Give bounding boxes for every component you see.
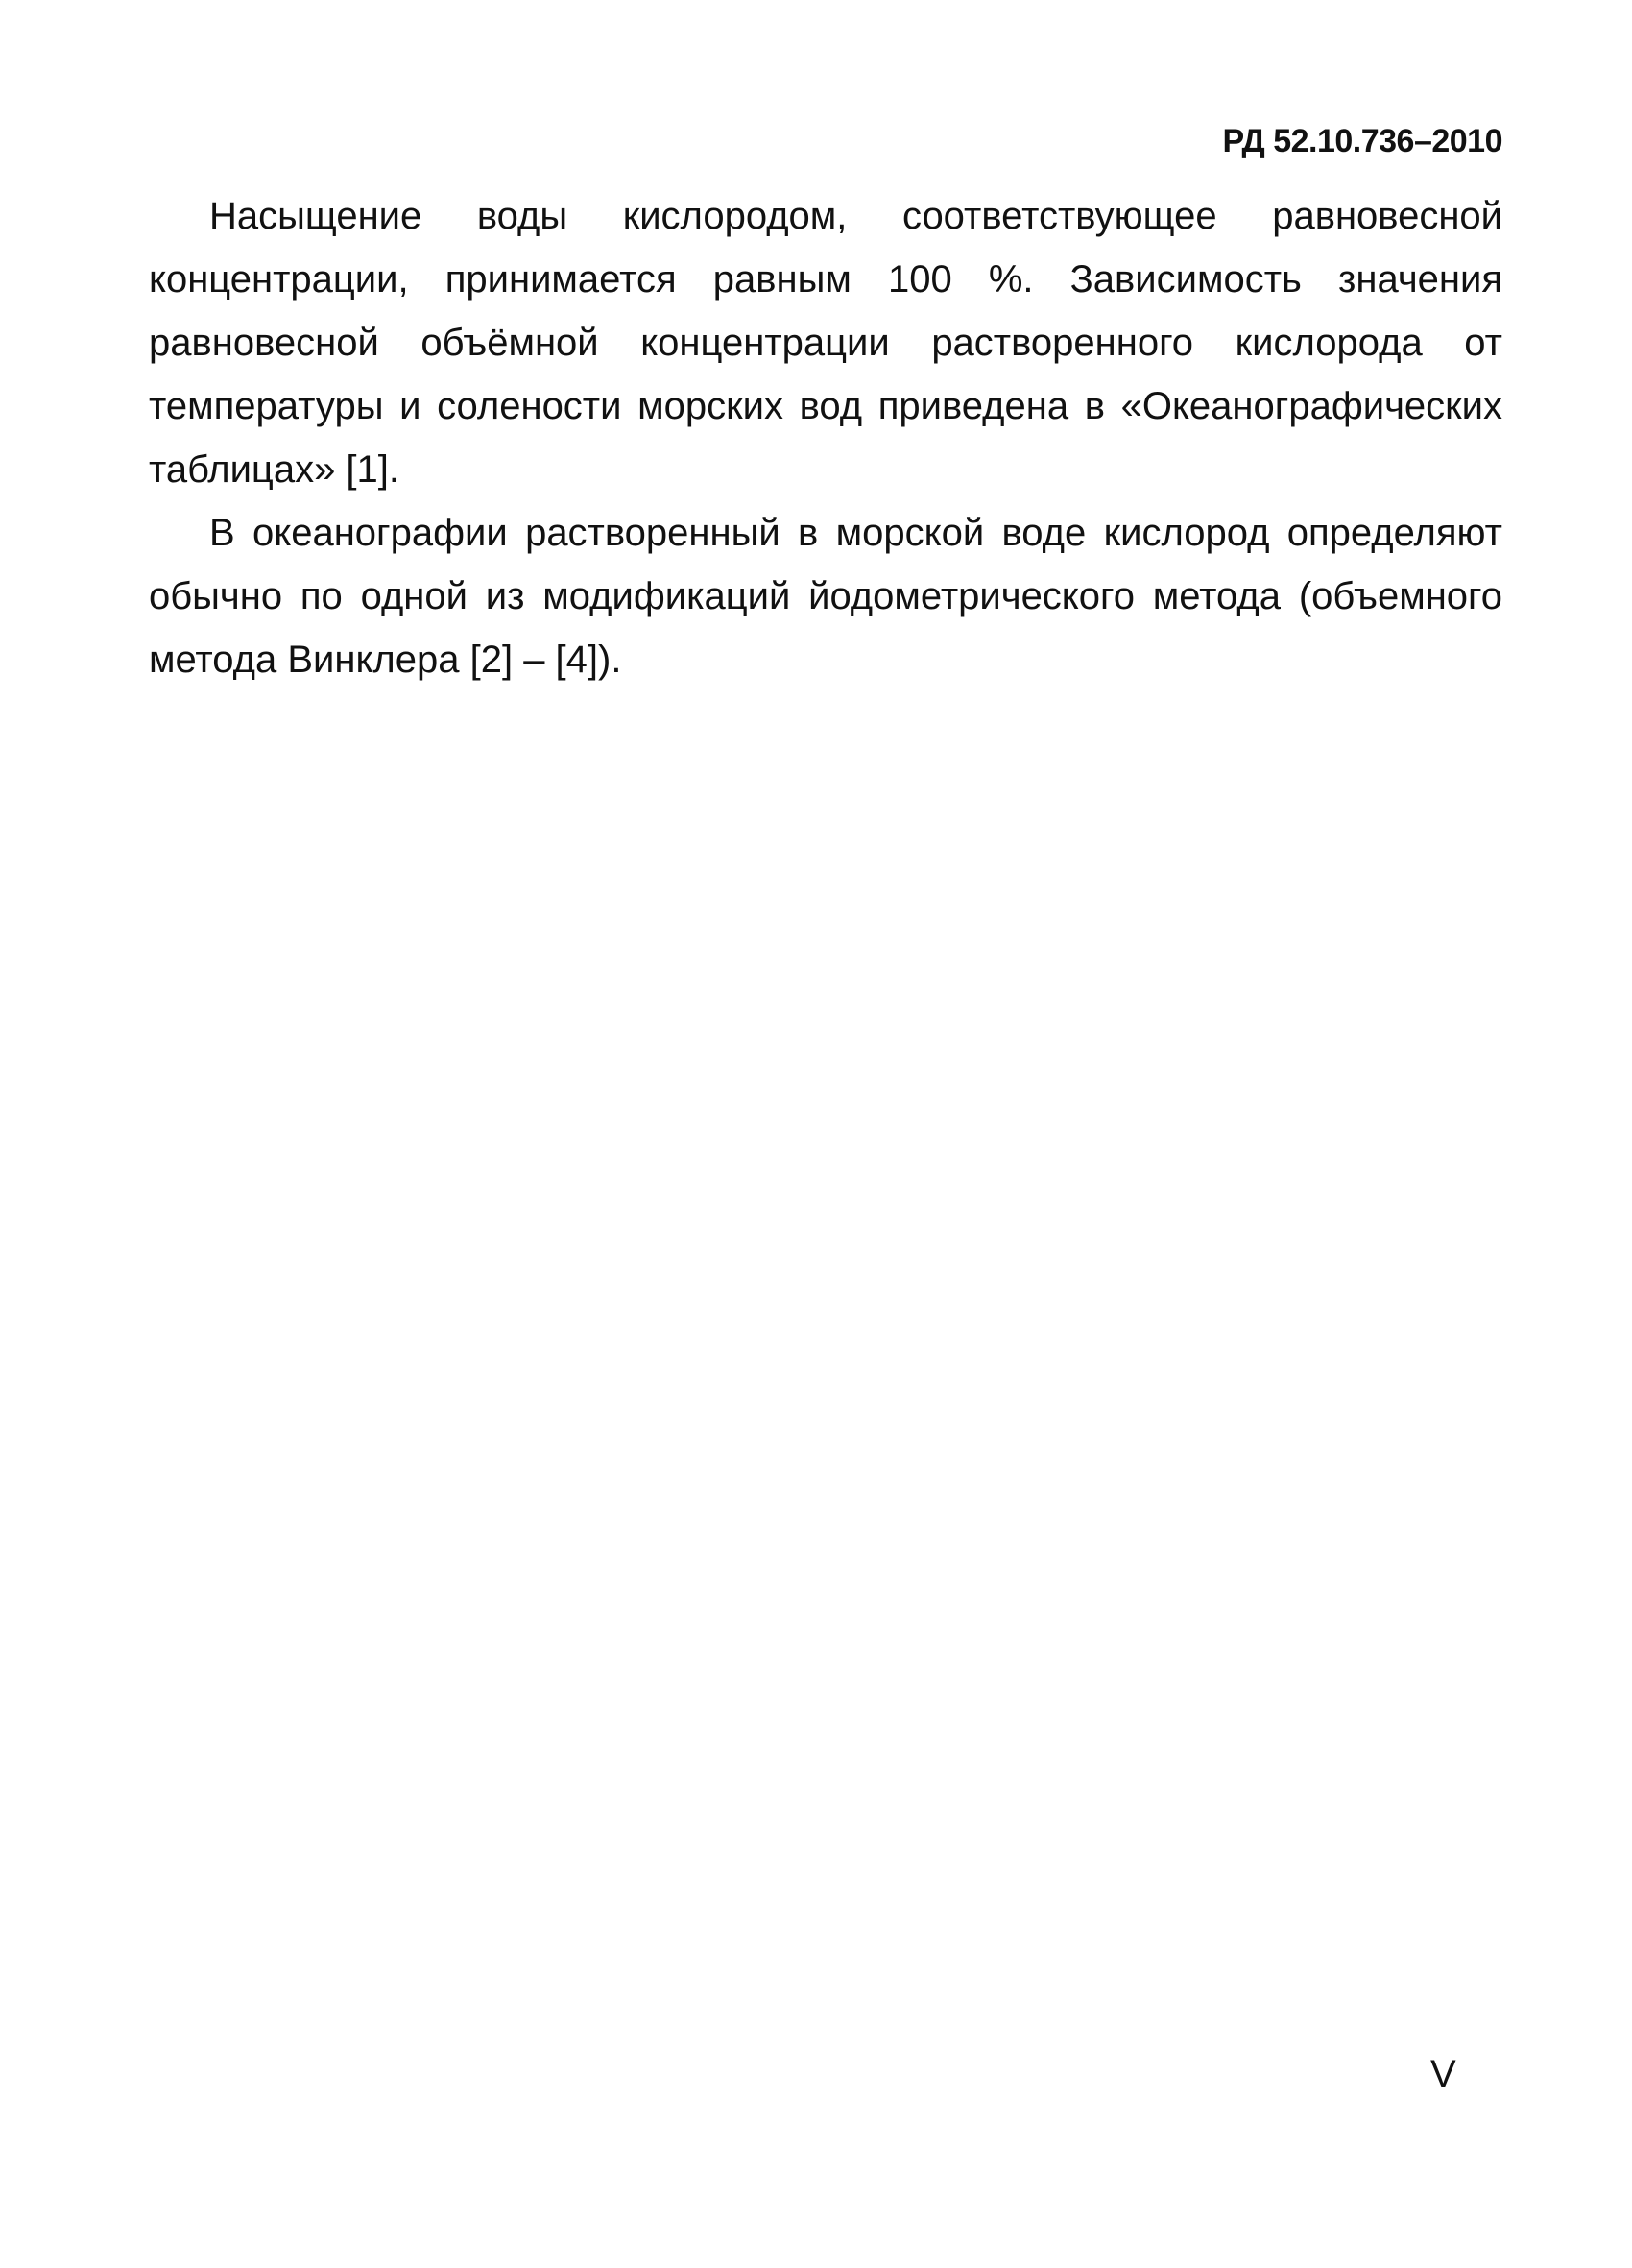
document-code-header: РД 52.10.736–2010 (1222, 123, 1502, 159)
paragraph-oxygen-saturation: Насыщение воды кислородом, соответствующее равновесной концентрации, принимается равным 100 %. Зависимость значения равновесной объёмной концентрации растворенного кислорода от температуры и солености морских вод приведена в «Океанографических таблицах» [1]. (149, 195, 1502, 491)
paragraph-winkler-method: В океанографии растворенный в морской воде кислород определяют обычно по одной из модификаций йодометрического метода (объемного метода Винклера [2] – [4]). (149, 512, 1502, 681)
body-text (149, 184, 1502, 691)
page-number: V (1430, 2053, 1456, 2095)
